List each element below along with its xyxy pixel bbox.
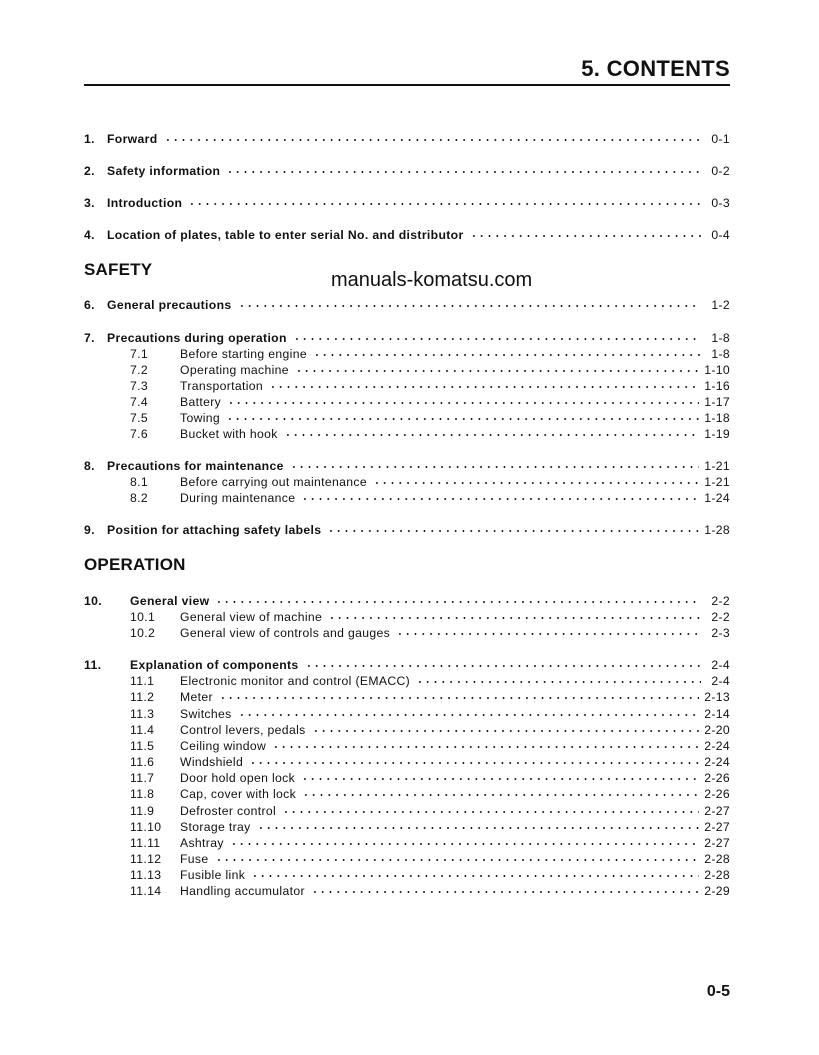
toc-entry[interactable] xyxy=(84,522,730,538)
entry-number: 2. xyxy=(84,164,95,178)
toc-subentry[interactable] xyxy=(84,378,730,394)
entry-number: 11.14 xyxy=(130,884,162,898)
dot-leader xyxy=(282,811,699,813)
entry-number: 11.10 xyxy=(130,820,162,834)
section-heading-safety: SAFETY xyxy=(84,260,153,279)
dot-leader xyxy=(269,386,699,388)
entry-page: 2-27 xyxy=(704,836,730,850)
entry-number: 8.1 xyxy=(130,475,148,489)
dot-leader xyxy=(313,354,701,356)
entry-number: 6. xyxy=(84,298,95,312)
entry-label: General view of controls and gauges xyxy=(180,626,391,640)
title-rule xyxy=(84,84,730,86)
entry-number: 8.2 xyxy=(130,491,148,505)
entry-number: 11.8 xyxy=(130,787,155,801)
dot-leader xyxy=(215,601,701,603)
entry-page: 2-24 xyxy=(704,755,730,769)
toc-subentry[interactable] xyxy=(84,609,730,625)
entry-page: 1-21 xyxy=(704,459,730,473)
dot-leader xyxy=(373,482,699,484)
entry-label: Towing xyxy=(180,411,221,425)
entry-label: Cap, cover with lock xyxy=(180,787,297,801)
toc-subentry[interactable] xyxy=(84,362,730,378)
toc-entry[interactable] xyxy=(84,131,730,147)
page-number: 0-5 xyxy=(706,983,730,1000)
toc-subentry[interactable] xyxy=(84,346,730,362)
dot-leader xyxy=(301,778,699,780)
entry-number: 11. xyxy=(84,658,102,672)
entry-number: 7.5 xyxy=(130,411,148,425)
section-heading-operation: OPERATION xyxy=(84,555,186,574)
toc-entry[interactable] xyxy=(84,657,730,673)
entry-number: 11.3 xyxy=(130,707,155,721)
entry-page: 2-27 xyxy=(704,804,730,818)
entry-label: Battery xyxy=(180,395,222,409)
entry-number: 7.1 xyxy=(130,347,148,361)
entry-number: 11.9 xyxy=(130,804,155,818)
dot-leader xyxy=(272,746,699,748)
dot-leader xyxy=(215,859,700,861)
entry-number: 4. xyxy=(84,228,95,242)
dot-leader xyxy=(219,697,699,699)
entry-page: 0-2 xyxy=(711,164,730,178)
toc-subentry[interactable] xyxy=(84,803,730,819)
entry-label: Explanation of components xyxy=(130,658,299,672)
entry-number: 11.4 xyxy=(130,723,155,737)
entry-page: 0-3 xyxy=(711,196,730,210)
entry-page: 2-28 xyxy=(704,852,730,866)
dot-leader xyxy=(305,665,701,667)
toc-subentry[interactable] xyxy=(84,410,730,426)
entry-label: Bucket with hook xyxy=(180,427,278,441)
entry-page: 2-27 xyxy=(704,820,730,834)
toc-subentry[interactable] xyxy=(84,426,730,442)
entry-page: 2-24 xyxy=(704,739,730,753)
dot-leader xyxy=(226,418,699,420)
toc-subentry[interactable] xyxy=(84,867,730,883)
entry-number: 7. xyxy=(84,331,95,345)
toc-subentry[interactable] xyxy=(84,835,730,851)
entry-number: 7.3 xyxy=(130,379,148,393)
entry-label: Fuse xyxy=(180,852,209,866)
entry-label: Location of plates, table to enter serial No. and distributor xyxy=(107,228,464,242)
dot-leader xyxy=(238,714,700,716)
entry-number: 11.11 xyxy=(130,836,161,850)
toc-subentry[interactable] xyxy=(84,819,730,835)
dot-leader xyxy=(328,617,701,619)
entry-label: Door hold open lock xyxy=(180,771,296,785)
toc-subentry[interactable] xyxy=(84,786,730,802)
entry-number: 8. xyxy=(84,459,95,473)
entry-page: 2-4 xyxy=(711,658,730,672)
entry-page: 0-1 xyxy=(711,132,730,146)
toc-entry[interactable] xyxy=(84,227,730,243)
entry-label: Introduction xyxy=(107,196,183,210)
dot-leader xyxy=(295,370,699,372)
entry-label: Transportation xyxy=(180,379,264,393)
entry-label: Control levers, pedals xyxy=(180,723,306,737)
dot-leader xyxy=(293,338,701,340)
entry-label: Precautions for maintenance xyxy=(107,459,284,473)
dot-leader xyxy=(312,730,700,732)
entry-page: 2-3 xyxy=(711,626,730,640)
entry-page: 1-28 xyxy=(704,523,730,537)
entry-number: 10. xyxy=(84,594,102,608)
dot-leader xyxy=(257,827,700,829)
entry-label: Fusible link xyxy=(180,868,246,882)
entry-page: 2-4 xyxy=(711,674,730,688)
entry-page: 1-24 xyxy=(704,491,730,505)
entry-page: 2-2 xyxy=(711,610,730,624)
entry-label: Ceiling window xyxy=(180,739,267,753)
toc-entry[interactable] xyxy=(84,297,730,313)
entry-number: 11.2 xyxy=(130,690,155,704)
dot-leader xyxy=(302,794,699,796)
toc-entry[interactable] xyxy=(84,195,730,211)
dot-leader xyxy=(238,305,701,307)
entry-label: Meter xyxy=(180,690,213,704)
dot-leader xyxy=(227,402,699,404)
entry-number: 3. xyxy=(84,196,95,210)
entry-number: 10.2 xyxy=(130,626,156,640)
entry-page: 1-18 xyxy=(704,411,730,425)
toc-subentry[interactable] xyxy=(84,883,730,899)
entry-number: 7.6 xyxy=(130,427,148,441)
entry-label: Handling accumulator xyxy=(180,884,305,898)
toc-entry[interactable] xyxy=(84,163,730,179)
entry-page: 2-29 xyxy=(704,884,730,898)
entry-label: Position for attaching safety labels xyxy=(107,523,322,537)
entry-page: 2-28 xyxy=(704,868,730,882)
page-title: 5. CONTENTS xyxy=(581,56,730,81)
entry-page: 1-8 xyxy=(711,347,730,361)
entry-label: Before starting engine xyxy=(180,347,307,361)
toc-subentry[interactable] xyxy=(84,474,730,490)
entry-label: Defroster control xyxy=(180,804,277,818)
toc-subentry[interactable] xyxy=(84,722,730,738)
entry-number: 11.5 xyxy=(130,739,155,753)
entry-label: Safety information xyxy=(107,164,221,178)
entry-label: Precautions during operation xyxy=(107,331,287,345)
entry-label: Ashtray xyxy=(180,836,224,850)
dot-leader xyxy=(284,434,699,436)
toc-subentry[interactable] xyxy=(84,738,730,754)
entry-label: Forward xyxy=(107,132,158,146)
dot-leader xyxy=(396,633,701,635)
entry-page: 1-17 xyxy=(704,395,730,409)
toc-subentry[interactable] xyxy=(84,770,730,786)
toc-subentry[interactable] xyxy=(84,625,730,641)
entry-page: 2-2 xyxy=(711,594,730,608)
entry-page: 1-21 xyxy=(704,475,730,489)
entry-page: 2-26 xyxy=(704,771,730,785)
dot-leader xyxy=(470,235,701,237)
dot-leader xyxy=(416,681,701,683)
entry-page: 1-8 xyxy=(711,331,730,345)
toc-subentry[interactable] xyxy=(84,706,730,722)
entry-page: 1-2 xyxy=(711,298,730,312)
entry-page: 2-26 xyxy=(704,787,730,801)
watermark-text: manuals-komatsu.com xyxy=(331,269,533,291)
entry-number: 1. xyxy=(84,132,95,146)
entry-number: 11.13 xyxy=(130,868,162,882)
dot-leader xyxy=(164,139,701,141)
entry-number: 11.1 xyxy=(130,674,155,688)
entry-page: 2-14 xyxy=(704,707,730,721)
entry-page: 0-4 xyxy=(711,228,730,242)
entry-number: 7.2 xyxy=(130,363,148,377)
toc-entry[interactable] xyxy=(84,458,730,474)
dot-leader xyxy=(290,466,699,468)
toc-subentry[interactable] xyxy=(84,851,730,867)
entry-label: Storage tray xyxy=(180,820,251,834)
entry-page: 1-19 xyxy=(704,427,730,441)
entry-page: 1-10 xyxy=(704,363,730,377)
entry-label: Windshield xyxy=(180,755,244,769)
toc-subentry[interactable] xyxy=(84,490,730,506)
dot-leader xyxy=(226,171,701,173)
entry-label: General view xyxy=(130,594,210,608)
entry-page: 2-13 xyxy=(704,690,730,704)
toc-subentry[interactable] xyxy=(84,673,730,689)
entry-page: 1-16 xyxy=(704,379,730,393)
dot-leader xyxy=(249,762,699,764)
entry-number: 11.12 xyxy=(130,852,162,866)
entry-label: General view of machine xyxy=(180,610,323,624)
entry-number: 9. xyxy=(84,523,95,537)
toc-subentry[interactable] xyxy=(84,689,730,705)
entry-label: Operating machine xyxy=(180,363,289,377)
entry-number: 7.4 xyxy=(130,395,148,409)
toc-entry[interactable] xyxy=(84,330,730,346)
toc-subentry[interactable] xyxy=(84,394,730,410)
dot-leader xyxy=(188,203,701,205)
toc-subentry[interactable] xyxy=(84,754,730,770)
toc-entry[interactable] xyxy=(84,593,730,609)
dot-leader xyxy=(301,498,699,500)
entry-label: Before carrying out maintenance xyxy=(180,475,367,489)
dot-leader xyxy=(251,875,699,877)
entry-number: 10.1 xyxy=(130,610,156,624)
dot-leader xyxy=(327,530,699,532)
entry-label: General precautions xyxy=(107,298,232,312)
entry-number: 11.7 xyxy=(130,771,155,785)
dot-leader xyxy=(311,891,699,893)
entry-number: 11.6 xyxy=(130,755,155,769)
entry-label: During maintenance xyxy=(180,491,296,505)
dot-leader xyxy=(230,843,699,845)
entry-page: 2-20 xyxy=(704,723,730,737)
entry-label: Switches xyxy=(180,707,232,721)
entry-label: Electronic monitor and control (EMACC) xyxy=(180,674,411,688)
